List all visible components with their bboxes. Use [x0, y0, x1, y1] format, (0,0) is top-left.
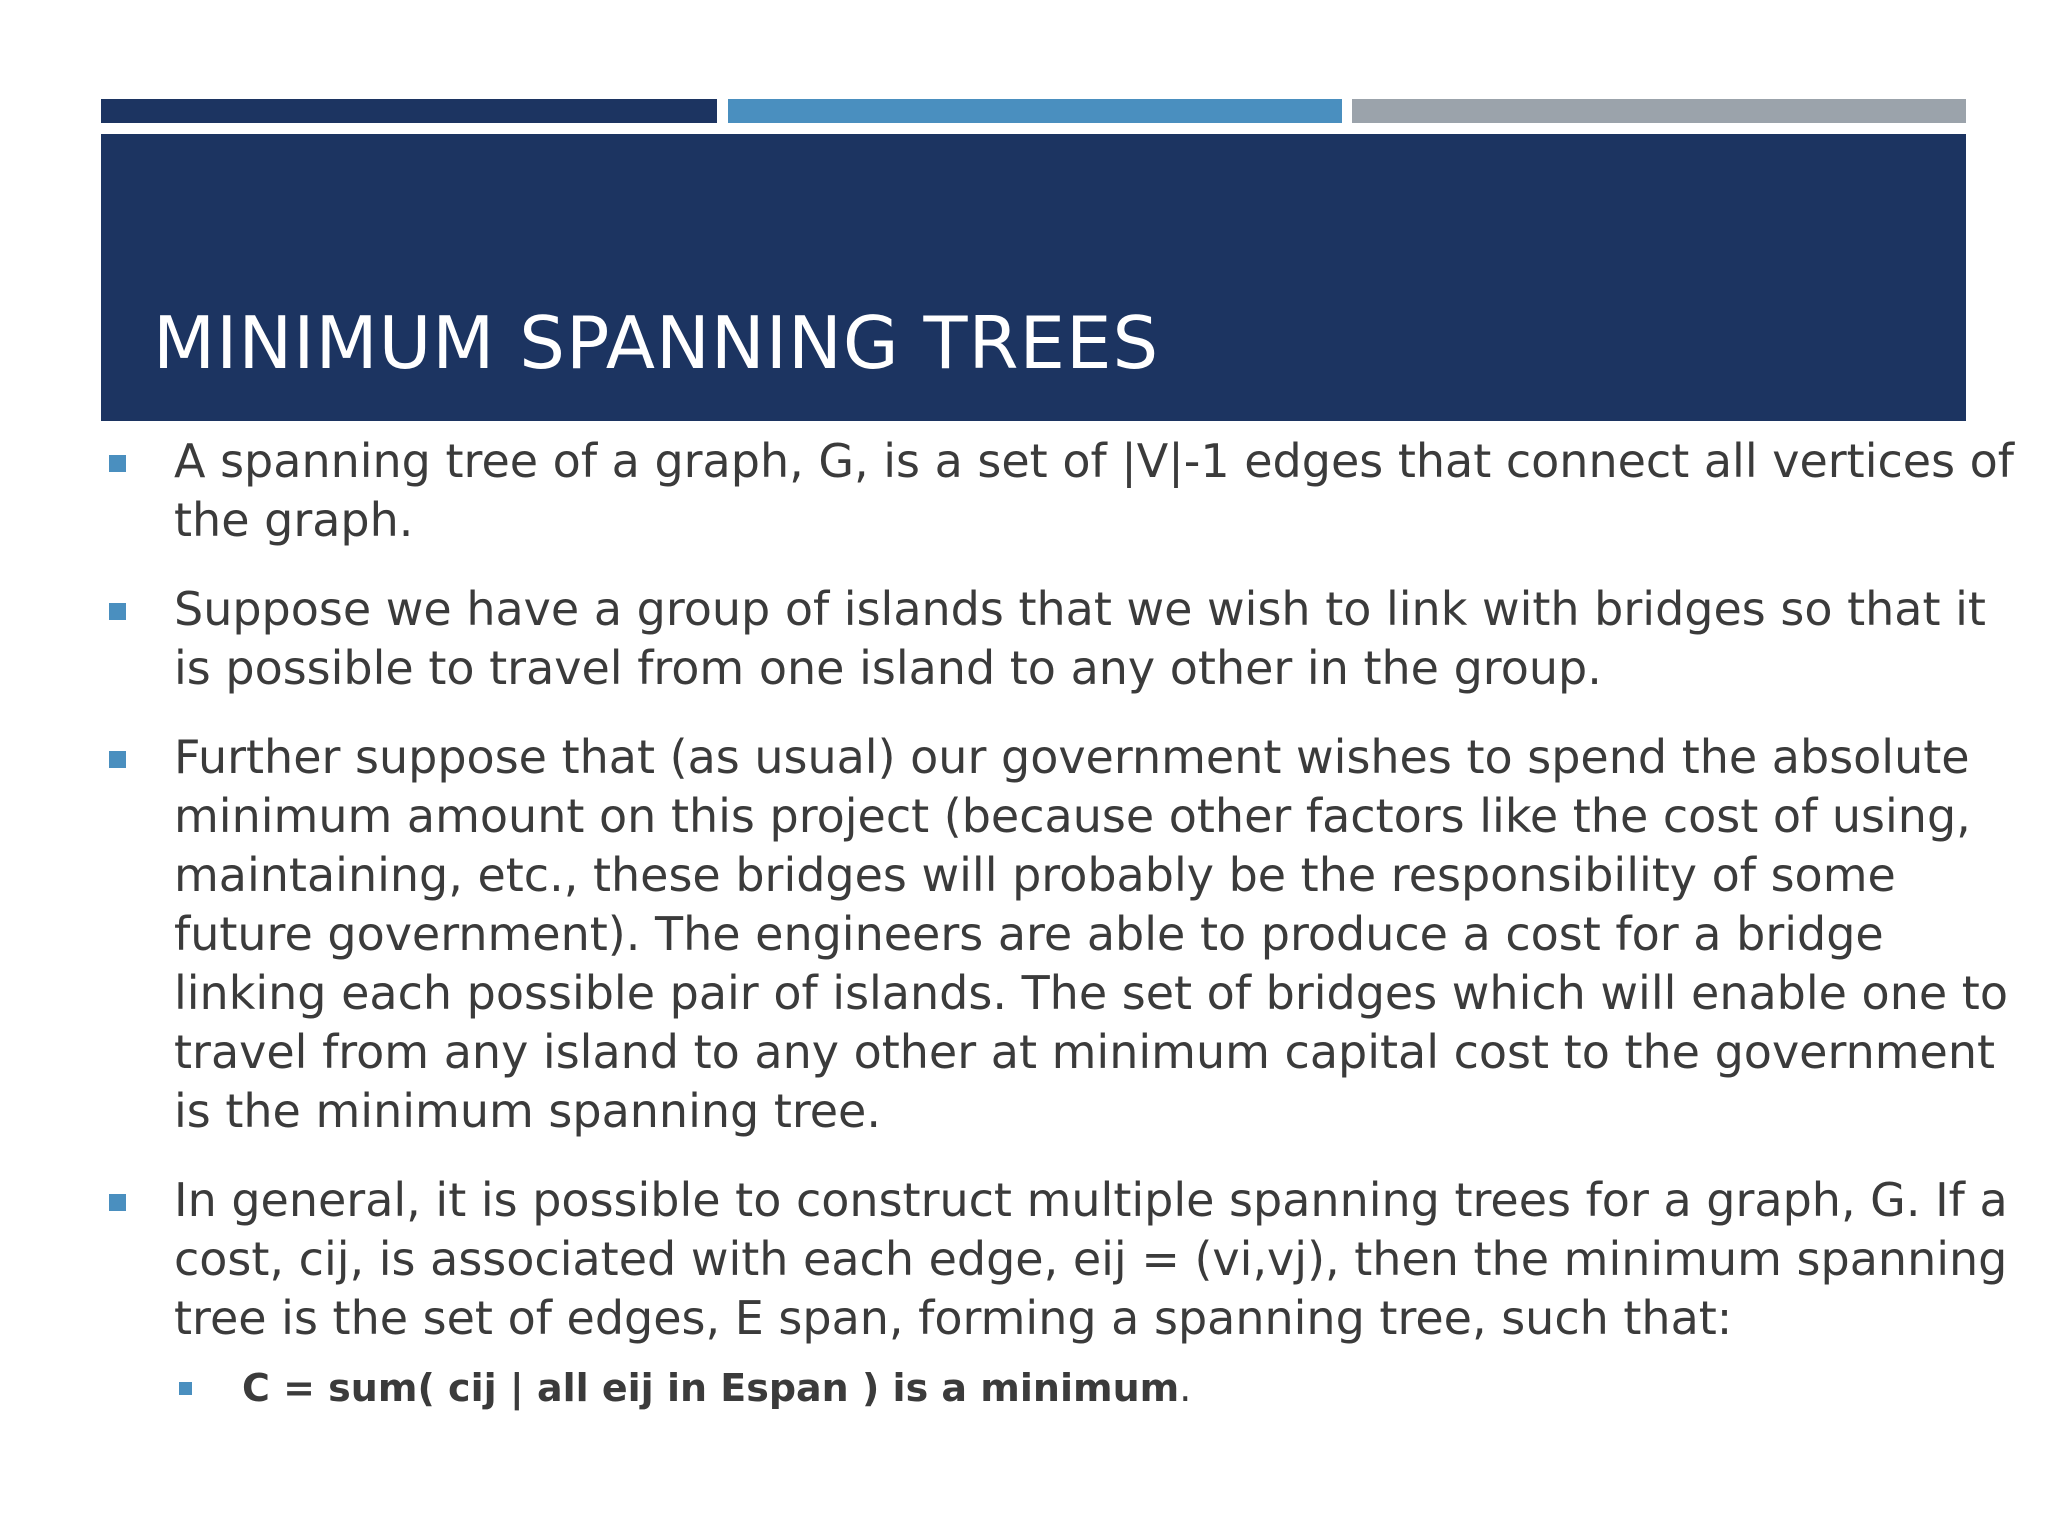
accent-stripe-blue [728, 99, 1342, 123]
title-band [101, 134, 1966, 421]
bullet-text: In general, it is possible to construct multiple spanning trees for a graph, G. If a cost, cij, is associated with each edge, eij = (vi,vj), then the minimum spanning tree is the set of edges, E span, forming a spanning tree, such that: [174, 1173, 2008, 1345]
accent-stripe-dark [101, 99, 717, 123]
bullet-text: Further suppose that (as usual) our government wishes to spend the absolute minimum amount on this project (because other factors like the cost of using, maintaining, etc., these bridges will probably be the responsibility of some future government). The engineers are able to produce a cost for a bridge linking each possible pair of islands. The set of bridges which will enable one to travel from any island to any other at minimum capital cost to the government is the minimum spanning tree. [174, 730, 2008, 1138]
bullet-item [106, 1171, 2026, 1414]
slide-title: MINIMUM SPANNING TREES [153, 301, 1160, 385]
square-sub-bullet-icon [179, 1382, 192, 1395]
square-bullet-icon [109, 455, 126, 472]
bullet-item [106, 728, 2026, 1141]
accent-stripe-gray [1352, 99, 1966, 123]
sub-bullet-item [174, 1362, 2026, 1414]
bullet-text: Suppose we have a group of islands that we wish to link with bridges so that it is possible to travel from one island to any other in the group. [174, 582, 1986, 695]
bullet-text: A spanning tree of a graph, G, is a set of |V|-1 edges that connect all vertices of the graph. [174, 434, 2014, 547]
bullet-item [106, 580, 2026, 698]
formula-bold: C = sum( cij | all eij in Espan ) is a minimum [242, 1366, 1180, 1410]
formula-text [242, 1366, 1191, 1410]
square-bullet-icon [109, 751, 126, 768]
sub-bullet-list [174, 1362, 2026, 1414]
bullet-item [106, 432, 2026, 550]
formula-period: . [1179, 1366, 1192, 1410]
bullet-list [106, 432, 2026, 1444]
square-bullet-icon [109, 1194, 126, 1211]
square-bullet-icon [109, 603, 126, 620]
